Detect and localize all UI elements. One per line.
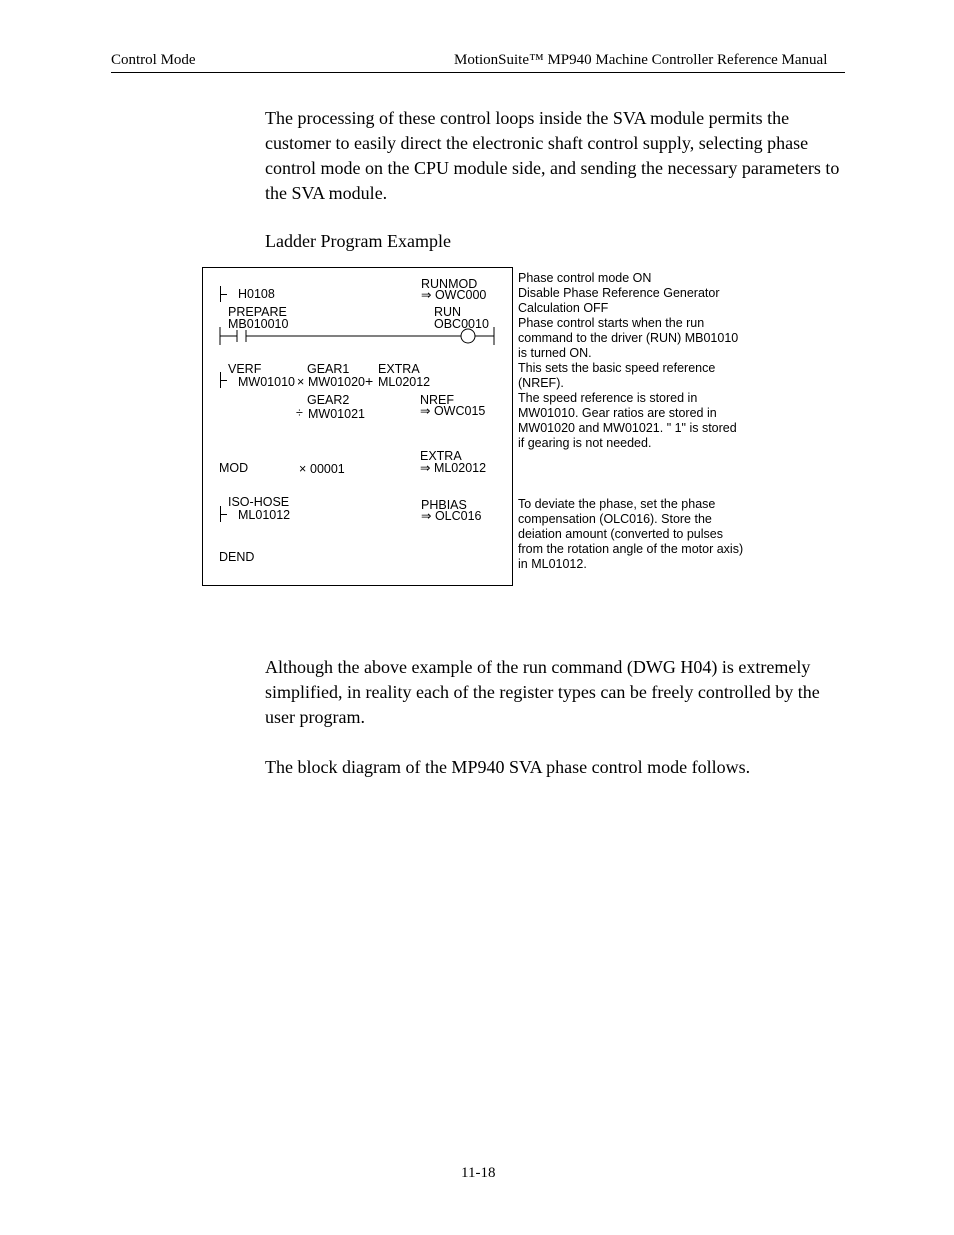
plus-operator: +	[365, 373, 374, 389]
label-run: RUN	[434, 305, 462, 319]
page-number: 11-18	[461, 1165, 496, 1181]
label-owc015: ⇒ OWC015	[420, 404, 486, 418]
note-line: is turned ON.	[518, 346, 592, 360]
label-extra: EXTRA	[378, 362, 420, 376]
note-line: command to the driver (RUN) MB01010	[518, 331, 739, 345]
divide-operator: ÷	[296, 406, 303, 420]
rung-start-tick	[220, 294, 227, 295]
coil-symbol	[461, 329, 475, 343]
multiply-operator: ×	[299, 462, 307, 476]
rung-start-tick	[220, 380, 227, 381]
note-line: Phase control starts when the run	[518, 316, 705, 330]
note-line: The speed reference is stored in	[518, 391, 698, 405]
header-section-title: Control Mode	[111, 52, 196, 68]
note-line: MW01010. Gear ratios are stored in	[518, 406, 717, 420]
label-iso-hose: ISO-HOSE	[228, 495, 290, 509]
label-phbias: PHBIAS	[421, 498, 467, 512]
note-line: if gearing is not needed.	[518, 436, 652, 450]
header-manual-title: MotionSuite™ MP940 Machine Controller Reference Manual	[454, 52, 828, 68]
label-mb010010: MB010010	[228, 317, 289, 331]
note-line: Disable Phase Reference Generator	[518, 286, 720, 300]
label-mw01010: MW01010	[238, 375, 295, 389]
note-line: (NREF).	[518, 376, 564, 390]
label-owc000: ⇒ OWC000	[421, 288, 487, 302]
multiply-operator: ×	[297, 375, 305, 389]
label-mod: MOD	[219, 461, 249, 475]
rung-start-tick	[220, 514, 227, 515]
body-paragraph: Although the above example of the run command (DWG H04) is extremely simplified, in reality each of the register types can be freely controlled by the user program.	[265, 657, 820, 727]
ladder-heading: Ladder Program Example	[265, 231, 451, 251]
label-gear1: GEAR1	[307, 362, 350, 376]
label-gear2: GEAR2	[307, 393, 350, 407]
body-paragraph: The block diagram of the MP940 SVA phase control mode follows.	[265, 757, 751, 777]
label-ml01012: ML01012	[238, 508, 291, 522]
note-line: deiation amount (converted to pulses	[518, 527, 723, 541]
label-ml02012: ML02012	[378, 375, 431, 389]
note-line: MW01020 and MW01021. " 1" is stored	[518, 421, 737, 435]
intro-paragraph: The processing of these control loops inside the SVA module permits the customer to easily direct the electronic shaft control supply, selecting phase control mode on the CPU module side, and sending the necessary parameters to the SVA module.	[265, 108, 840, 203]
label-verf: VERF	[228, 362, 262, 376]
note-line: Phase control mode ON	[518, 271, 652, 285]
label-mw01021: MW01021	[308, 407, 365, 421]
note-line: To deviate the phase, set the phase	[518, 497, 716, 511]
label-obc0010: OBC0010	[434, 317, 489, 331]
label-dend: DEND	[219, 550, 255, 564]
note-line: This sets the basic speed reference	[518, 361, 716, 375]
label-olc016: ⇒ OLC016	[421, 509, 482, 523]
note-line: Calculation OFF	[518, 301, 609, 315]
label-extra-2: EXTRA	[420, 449, 462, 463]
label-00001: 00001	[310, 462, 345, 476]
label-runmod: RUNMOD	[421, 277, 478, 291]
label-h0108: H0108	[238, 287, 275, 301]
contact-coil-rung	[215, 326, 500, 346]
label-ml02012-out: ⇒ ML02012	[420, 461, 487, 475]
label-mw01020: MW01020	[308, 375, 365, 389]
note-line: in ML01012.	[518, 557, 587, 571]
header-rule	[111, 72, 845, 73]
label-nref: NREF	[420, 393, 455, 407]
note-line: compensation (OLC016). Store the	[518, 512, 712, 526]
label-prepare: PREPARE	[228, 305, 287, 319]
note-line: from the rotation angle of the motor axis)	[518, 542, 744, 556]
